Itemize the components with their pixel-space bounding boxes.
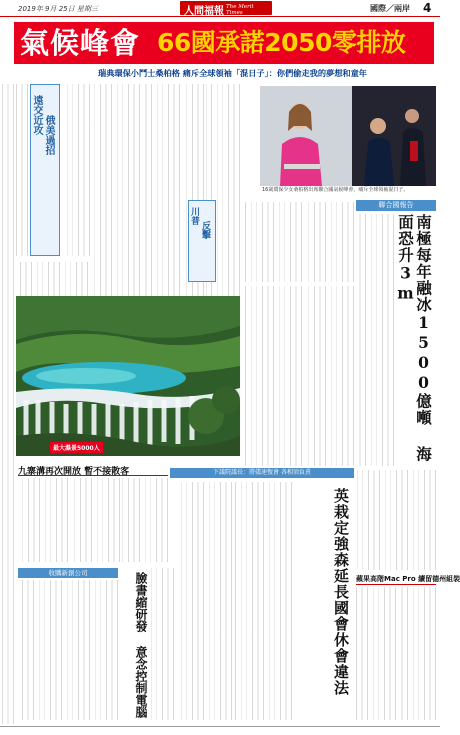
jiuzhai-body-c (122, 478, 168, 562)
apple-body-a (356, 587, 396, 720)
headline-subtitle: 瑞典環保小鬥士桑柏格 痛斥全球領袖「混日子」：你們偷走我的夢想和童年 (98, 68, 367, 78)
antarctic-banner: 聯合國報告 (356, 200, 436, 211)
jiuzhai-headline: 九寨溝再次開放 暫不接散客 (18, 467, 130, 477)
col-body-b (142, 84, 180, 328)
face-headline: 臉書縮研發 意念控制電腦 (134, 572, 148, 718)
left-body-2 (62, 84, 90, 256)
apple-headline: 蘋果高階Mac Pro 續留德州組裝 (356, 575, 460, 583)
face-body (150, 568, 174, 720)
divider (18, 475, 168, 476)
uk-body-b (234, 482, 292, 720)
apple-body-b (398, 587, 436, 720)
paper-logo (180, 1, 272, 15)
side-box (30, 84, 60, 256)
antarctic-headline (396, 214, 436, 466)
uk-body-a (176, 482, 232, 720)
jiuzhai-body-b (70, 478, 120, 562)
uk-headline: 英栽定強森延長國會休會違法 (332, 488, 350, 696)
left-body-1 (16, 84, 28, 256)
section-name: 國際／兩岸 (370, 4, 410, 13)
right-body-b (242, 286, 302, 466)
headline-banner (14, 22, 434, 64)
antarctic-headline-text: 南極每年融冰1500億噸 海面恐升3m (396, 214, 433, 463)
left-column-text (0, 84, 14, 724)
bottom-rule (0, 726, 440, 727)
right-body-a (304, 286, 354, 466)
masthead (0, 0, 440, 17)
col-body-f (304, 202, 354, 282)
col-body-e (242, 202, 302, 282)
photo-greta-caption: 16歲環保少女桑柏格出席聯合國氣候峰會，痛斥全球領袖混日子。 (262, 187, 409, 193)
col-body-a (92, 84, 140, 328)
uk-banner: 下議院議長：將儘速復會 各相須負責 (170, 468, 354, 478)
mid-box-title-a: 川普 (189, 207, 199, 225)
page-number: 4 (423, 1, 432, 15)
news-box-banner: 收購新創公司 (18, 568, 118, 578)
news-box-body (18, 580, 118, 720)
photo-badge: 最大瀑景5000人 (50, 442, 103, 453)
uk-headline-box (294, 484, 354, 720)
paper-name-en: The Merit Times (226, 4, 254, 16)
headline-left: 氣候峰會 (20, 26, 141, 60)
paper-name: 人間福報 (184, 6, 224, 17)
mid-box (188, 200, 216, 282)
mid-box-title-b: 反擊 (200, 221, 210, 239)
antarctic-body (356, 214, 394, 466)
photo-jiuzhai (16, 296, 240, 456)
right-body-c (356, 470, 436, 570)
photo-greta (260, 86, 436, 186)
apple-divider (356, 584, 436, 585)
headline-right: 66國承諾2050零排放 (157, 28, 406, 57)
masthead-date: 2019年 9月 25日 星期三 (18, 5, 98, 13)
jiuzhai-body-a (18, 478, 68, 562)
side-box-title-b: 俄美過招 (43, 115, 54, 155)
face-headline-box (120, 568, 150, 720)
side-box-title-a: 遠交近攻 (31, 95, 42, 135)
